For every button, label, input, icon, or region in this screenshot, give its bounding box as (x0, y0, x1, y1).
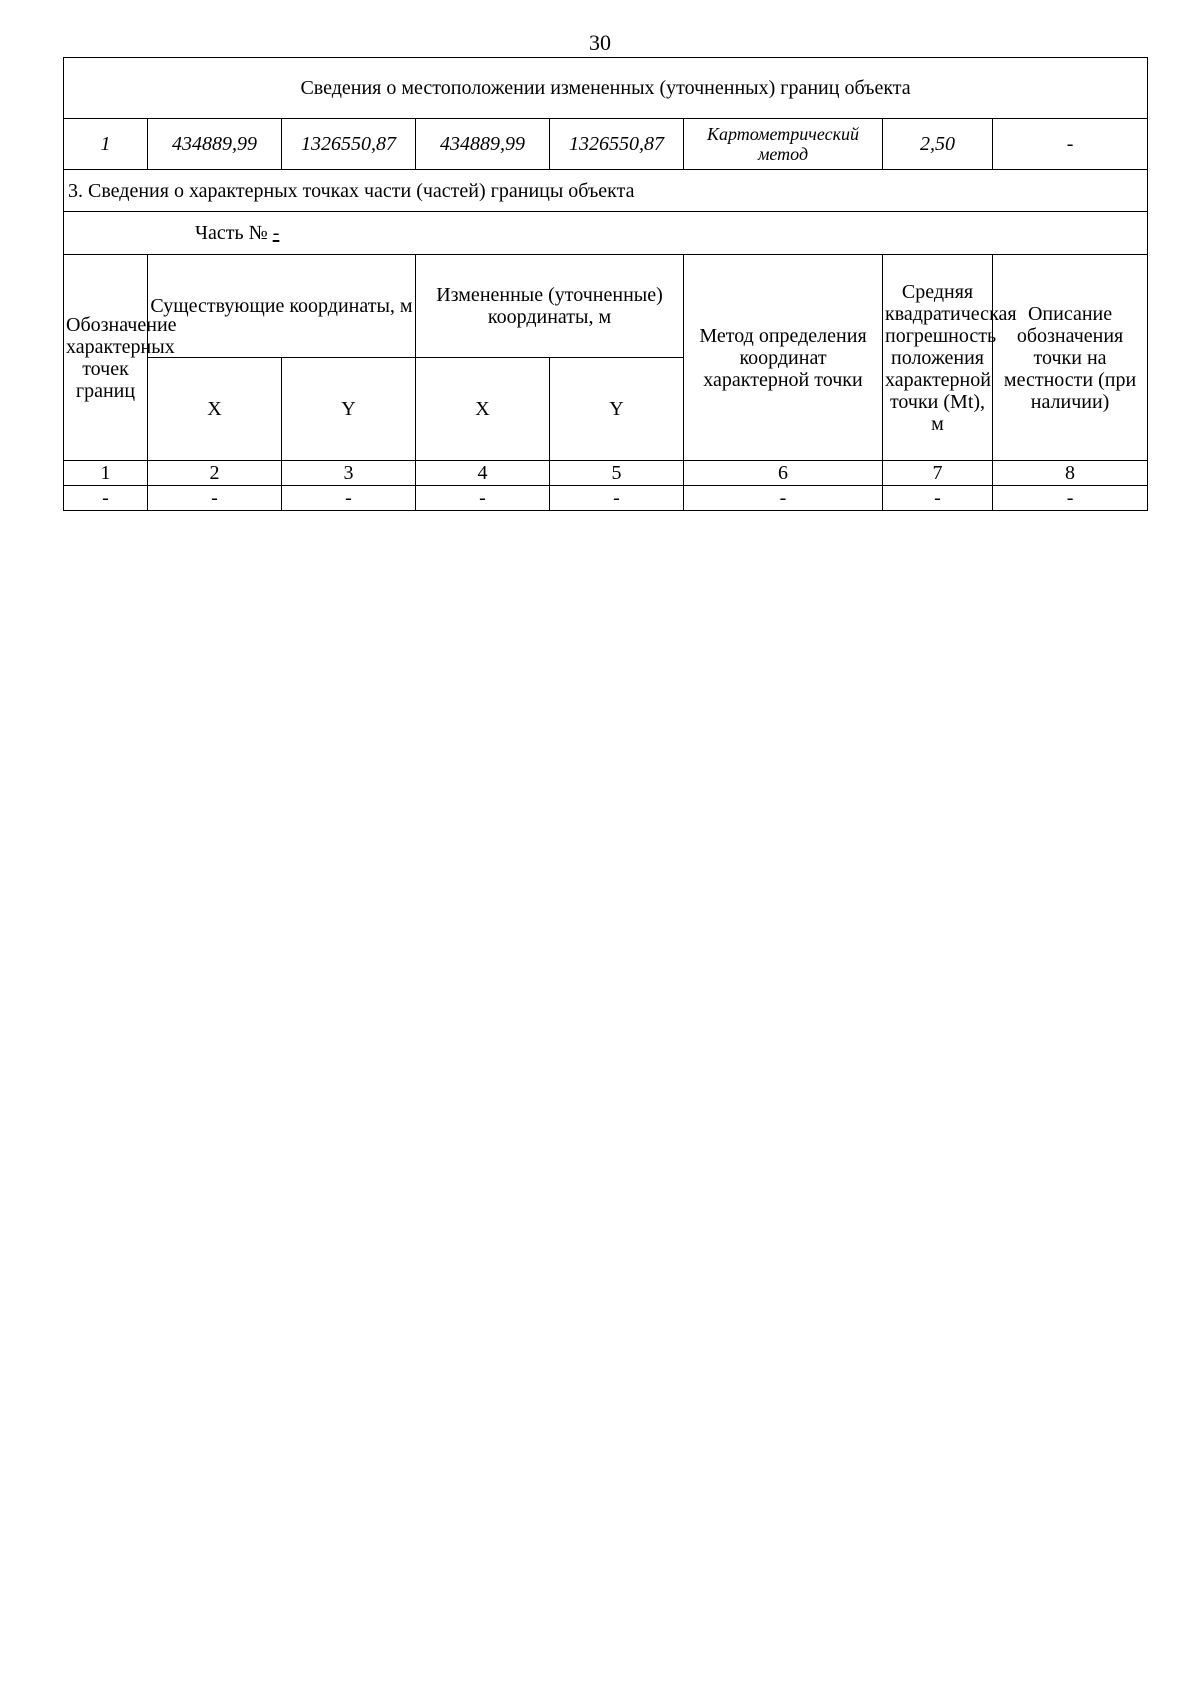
header-accuracy: Средняя квадратическая погрешность положения характерной точки (Mt), м (883, 255, 993, 461)
column-number: 4 (416, 461, 550, 486)
table-row (64, 486, 1148, 511)
empty-cell: - (684, 486, 883, 511)
header-point-designation: Обозначение характерных точек границ (64, 255, 148, 461)
column-number: 2 (148, 461, 282, 486)
column-number: 1 (64, 461, 148, 486)
table-row (64, 119, 1148, 170)
part-number-row (64, 212, 1148, 255)
part-label: Часть № (195, 222, 273, 244)
y-changed-cell: 1326550,87 (550, 119, 684, 170)
header-method: Метод определения координат характерной точки (684, 255, 883, 461)
point-number-cell: 1 (64, 119, 148, 170)
empty-cell: - (550, 486, 684, 511)
boundary-table (63, 57, 1148, 511)
empty-cell: - (993, 486, 1148, 511)
header-y-existing: Y (282, 358, 416, 461)
description-cell: - (993, 119, 1148, 170)
header-y-changed: Y (550, 358, 684, 461)
column-number: 6 (684, 461, 883, 486)
column-number: 5 (550, 461, 684, 486)
column-numbers-row (64, 461, 1148, 486)
header-description: Описание обозначения точки на местности (при наличии) (993, 255, 1148, 461)
empty-cell: - (282, 486, 416, 511)
x-existing-cell: 434889,99 (148, 119, 282, 170)
x-changed-cell: 434889,99 (416, 119, 550, 170)
empty-cell: - (148, 486, 282, 511)
part-value: - (272, 222, 280, 244)
empty-cell: - (416, 486, 550, 511)
section-3-title: 3. Сведения о характерных точках части (частей) границы объекта (64, 170, 1148, 212)
header-x-changed: X (416, 358, 550, 461)
accuracy-cell: 2,50 (883, 119, 993, 170)
page-number: 30 (589, 30, 611, 55)
header-existing-coordinates: Существующие координаты, м (148, 255, 416, 358)
header-x-existing: X (148, 358, 282, 461)
method-cell: Картометрический метод (684, 119, 883, 170)
column-number: 7 (883, 461, 993, 486)
column-number: 3 (282, 461, 416, 486)
column-number: 8 (993, 461, 1148, 486)
empty-cell: - (883, 486, 993, 511)
table-title: Сведения о местоположении измененных (уточненных) границ объекта (64, 58, 1148, 119)
y-existing-cell: 1326550,87 (282, 119, 416, 170)
header-changed-coordinates: Измененные (уточненные) координаты, м (416, 255, 684, 358)
empty-cell: - (64, 486, 148, 511)
